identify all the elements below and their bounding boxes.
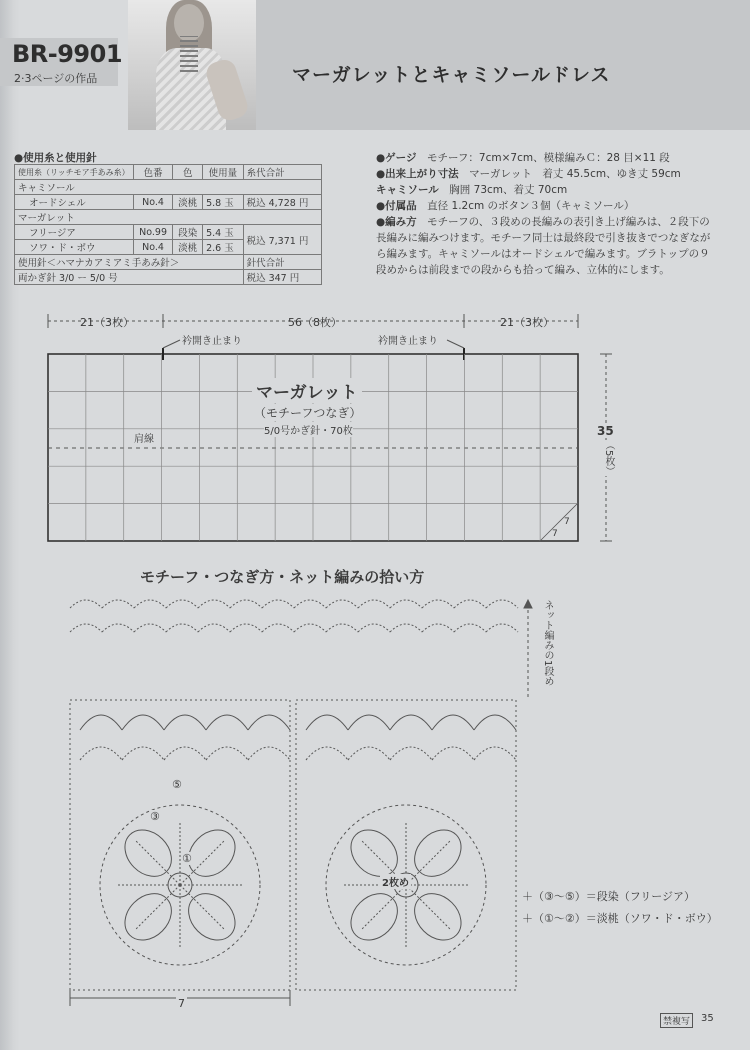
piece-hook: 5/0号かぎ針・70枚 — [264, 422, 353, 437]
gauge-value: モチーフ：7cm×7cm、模様編みＣ：28 目×11 段 — [426, 152, 670, 164]
group-label: キャミソール — [15, 180, 322, 195]
parts-row — [376, 198, 716, 214]
motif-width: 7 — [178, 997, 185, 1010]
table-header-cell: 使用量 — [203, 165, 243, 180]
parts-value: 直径 1.2cm のボタン３個（キャミソール） — [427, 200, 635, 212]
height-value: 35 — [597, 424, 614, 438]
materials-table — [14, 164, 322, 285]
table-row — [15, 270, 322, 285]
size-cami-row — [376, 182, 716, 198]
method-label: ●編み方 — [376, 216, 417, 228]
legend-variegated — [522, 888, 695, 904]
net-row-label: ネット編みの1段め — [542, 600, 553, 687]
collar-stop-left: 衿開き止まり — [182, 336, 242, 347]
yarn-name: オードシェル — [15, 195, 134, 210]
group-label: マーガレット — [15, 210, 322, 225]
round-3-marker: ③ — [150, 810, 160, 823]
yarn-color: 淡桃 — [173, 240, 203, 255]
needle-name: 両かぎ針 3/0 ー 5/0 号 — [15, 270, 244, 285]
yarn-name: ソワ・ド・ボウ — [15, 240, 134, 255]
plus-marker-icon: ＋ — [522, 912, 533, 925]
round-1-marker: ① — [182, 852, 192, 865]
materials-heading: ●使用糸と使用針 — [14, 152, 97, 164]
legend-pink-text: （①〜②）＝淡桃（ソワ・ド・ボウ） — [533, 912, 718, 925]
table-header-cell: 使用糸（リッチモア手あみ糸） — [15, 165, 134, 180]
plus-marker-icon: ＋ — [522, 890, 533, 903]
table-header-cell: 色 — [173, 165, 203, 180]
size-margaret: マーガレット 着丈 45.5cm、ゆき丈 59cm — [469, 168, 681, 180]
gauge-label: ●ゲージ — [376, 152, 417, 164]
pattern-subtitle: 2·3ページの作品 — [14, 72, 98, 85]
motif-crochet-chart — [0, 590, 750, 1020]
size-cami-label: キャミソール — [376, 184, 439, 196]
size-label: ●出来上がり寸法 — [376, 168, 459, 180]
height-sub: （5枚） — [603, 440, 614, 477]
collar-stop-right: 衿開き止まり — [378, 336, 438, 347]
table-row — [15, 180, 322, 195]
yarn-price: 税込 7,371 円 — [243, 225, 321, 255]
margaret-schematic — [0, 300, 750, 560]
specs-block — [376, 150, 716, 278]
shoulder-label: 肩線 — [134, 430, 154, 445]
yarn-color: 淡桃 — [173, 195, 203, 210]
model-photo — [128, 0, 256, 130]
yarn-price: 税込 4,728 円 — [243, 195, 321, 210]
size-row — [376, 166, 716, 182]
yarn-color-no: No.99 — [133, 225, 173, 240]
piece-subtitle: （モチーフつなぎ） — [254, 406, 362, 420]
dim-right: 21（3枚） — [500, 316, 554, 329]
method-text: モチーフの、３段めの長編みの表引き上げ編みは、２段下の長編みに編みつけます。モチーフ同士は最終段で引き抜きでつなぎながら編みます。キャミソールはオードシェルで編みます。ブラトップの９段めからは前段までの段からも拾って編み、立体的にします。 — [376, 216, 711, 276]
table-row — [15, 210, 322, 225]
cell-width: 7 — [552, 529, 558, 539]
needle-price: 税込 347 円 — [243, 270, 321, 285]
motif-section-title: モチーフ・つなぎ方・ネット編みの拾い方 — [140, 568, 425, 586]
legend-variegated-text: （③〜⑤）＝段染（フリージア） — [533, 890, 696, 903]
dim-left: 21（3枚） — [80, 316, 134, 329]
pattern-code: BR-9901 — [12, 40, 123, 68]
page-title: マーガレットとキャミソールドレス — [292, 64, 611, 86]
dim-middle: 56（8枚） — [288, 316, 342, 329]
table-row — [15, 195, 322, 210]
yarn-amount: 5.8 玉 — [203, 195, 243, 210]
yarn-color: 段染 — [173, 225, 203, 240]
round-5-marker: ⑤ — [172, 778, 182, 791]
no-copy-badge: 禁複写 — [660, 1013, 693, 1028]
cell-height: 7 — [564, 517, 570, 527]
size-cami: 胸囲 73cm、着丈 70cm — [449, 184, 568, 196]
needle-header: 使用針＜ハマナカアミアミ手あみ針＞ — [15, 255, 244, 270]
method-row — [376, 214, 716, 278]
yarn-amount: 5.4 玉 — [203, 225, 243, 240]
yarn-name: フリージア — [15, 225, 134, 240]
table-row — [15, 255, 322, 270]
gauge-row — [376, 150, 716, 166]
yarn-amount: 2.6 玉 — [203, 240, 243, 255]
table-header-cell: 色番 — [133, 165, 173, 180]
page-number: 35 — [701, 1013, 714, 1024]
second-piece-label: 2枚め — [380, 874, 411, 889]
table-header-cell: 糸代合計 — [243, 165, 321, 180]
legend-pink — [522, 910, 718, 926]
needle-total-label: 針代合計 — [243, 255, 321, 270]
table-row — [15, 225, 322, 240]
yarn-color-no: No.4 — [133, 240, 173, 255]
parts-label: ●付属品 — [376, 200, 417, 212]
yarn-color-no: No.4 — [133, 195, 173, 210]
table-header-row — [15, 165, 322, 180]
piece-name: マーガレット — [252, 378, 362, 403]
